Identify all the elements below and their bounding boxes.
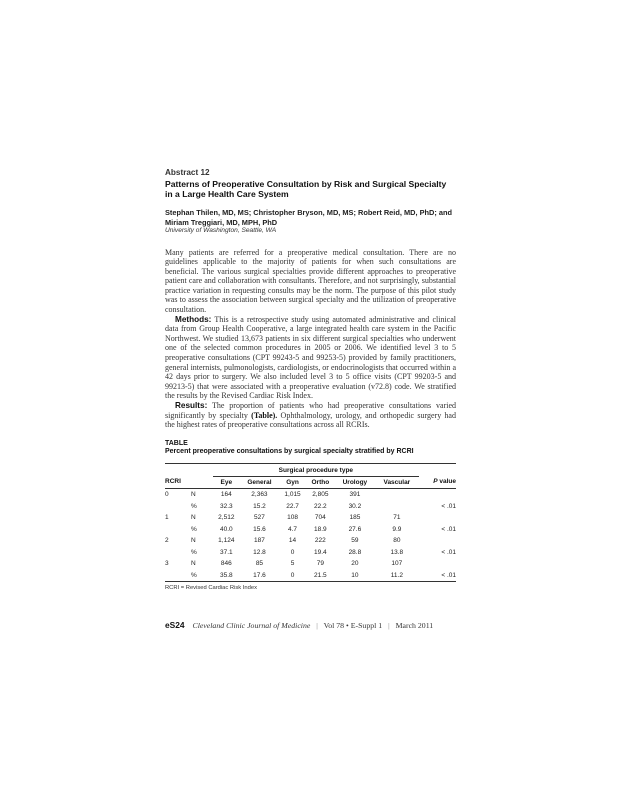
results-paragraph	[165, 401, 456, 430]
results-label: Results:	[175, 401, 208, 410]
table-row: % 40.0 15.6 4.7 18.9 27.6 9.9 < .01	[191, 525, 456, 533]
abstract-body	[165, 248, 456, 430]
abstract-article	[165, 168, 456, 592]
col-header-general: General	[240, 476, 280, 489]
table-row: 1 N 2,512 527 108 704 185 71	[165, 514, 401, 522]
table-caption: Percent preoperative consultations by surgical specialty stratified by RCRI	[165, 448, 414, 456]
author-affiliation: University of Washington, Seattle, WA	[165, 227, 277, 234]
results-text-post: Ophthalmology, urology, and orthopedic surgery had the highest rates of preoperative consultations across all RCRIs.	[165, 410, 456, 430]
intro-paragraph: Many patients are referred for a preoperative medical consultation. There are no guidelines applicable to the majority of patients for when such consultations are beneficial. The various surgical specialties provide different approaches to preoperative patient care and collaboration with consultants. Therefore, and not surprisingly, substantial practice variation in requesting consults may be the norm. The purpose of this pilot study was to assess the association between surgical specialty and the utilization of preoperative consultation.	[165, 247, 456, 315]
methods-text: This is a retrospective study using automated administrative and clinical data from Group Health Cooperative, a large integrated health care system in the Pacific Northwest. We studied 13,673 patients in six different surgical specialties who underwent one of the selected common procedures in 2005 or 2006. We identified level 3 to 5 preoperative consultations (CPT 99243-5 and 99253-5) provided by family practitioners, general internists, pulmonologists, cardiologists, or endocrinologists that occurred within a 42 days prior to surgery. We also included level 3 to 5 office visits (CPT 99203-5 and 99213-5) that were associated with a preoperative evaluation (v72.8) code. We stratified the results by the Revised Cardiac Risk Index.	[165, 314, 456, 401]
table-row: 2 N 1,124 187 14 222 59 80	[165, 537, 401, 545]
table-header-row	[165, 476, 456, 489]
footer-bullet: •	[346, 621, 349, 630]
col-header-gyn: Gyn	[279, 476, 306, 489]
issue-date: March 2011	[395, 621, 434, 630]
col-header-ortho: Ortho	[306, 476, 335, 489]
table-row: % 35.8 17.6 0 21.5 10 11.2 < .01	[165, 570, 456, 582]
page-number: eS24	[165, 620, 185, 630]
methods-paragraph	[165, 315, 456, 401]
col-header-p-value: P value	[419, 476, 456, 489]
abstract-number: Abstract 12	[165, 168, 210, 177]
author-list: Stephan Thilen, MD, MS; Christopher Bryson, MD, MS; Robert Reid, MD, PhD; and Miriam Treggiari, MD, MPH, PhD	[165, 208, 453, 227]
table-row: 0 N 164 2,363 1,015 2,805 391	[165, 491, 361, 499]
journal-supplement: E-Suppl 1	[350, 621, 383, 630]
table-row: 3 N 846 85 5 79 20 107	[165, 560, 403, 568]
spanner-header: Surgical procedure type	[213, 466, 419, 477]
abstract-title: Patterns of Preoperative Consultation by Risk and Surgical Specialty in a Large Health Care System	[165, 179, 447, 199]
table-spanner-row	[165, 466, 456, 477]
table-row: % 37.1 12.8 0 19.4 28.8 13.8 < .01	[191, 548, 456, 556]
table-footnote: RCRI = Revised Cardiac Risk Index	[165, 585, 257, 592]
journal-name: Cleveland Clinic Journal of Medicine	[192, 621, 311, 630]
table-label: TABLE	[165, 439, 188, 447]
col-header-vascular: Vascular	[375, 476, 419, 489]
col-header-eye: Eye	[213, 476, 240, 489]
col-header-rcri: RCRI	[165, 476, 191, 489]
methods-label: Methods:	[175, 314, 212, 324]
page-footer: eS24 Cleveland Clinic Journal of Medicine | Vol 78 • E-Suppl 1 | March 2011	[165, 620, 434, 630]
consultation-table	[165, 463, 456, 583]
results-text-pre: The proportion of patients who had preoperative consultations varied significantly by specialty	[165, 401, 456, 420]
col-header-urology: Urology	[335, 476, 375, 489]
table-reference: (Table).	[251, 410, 278, 420]
table-row: % 32.3 15.2 22.7 22.2 30.2 < .01	[191, 502, 456, 510]
journal-volume: Vol 78	[323, 621, 345, 630]
